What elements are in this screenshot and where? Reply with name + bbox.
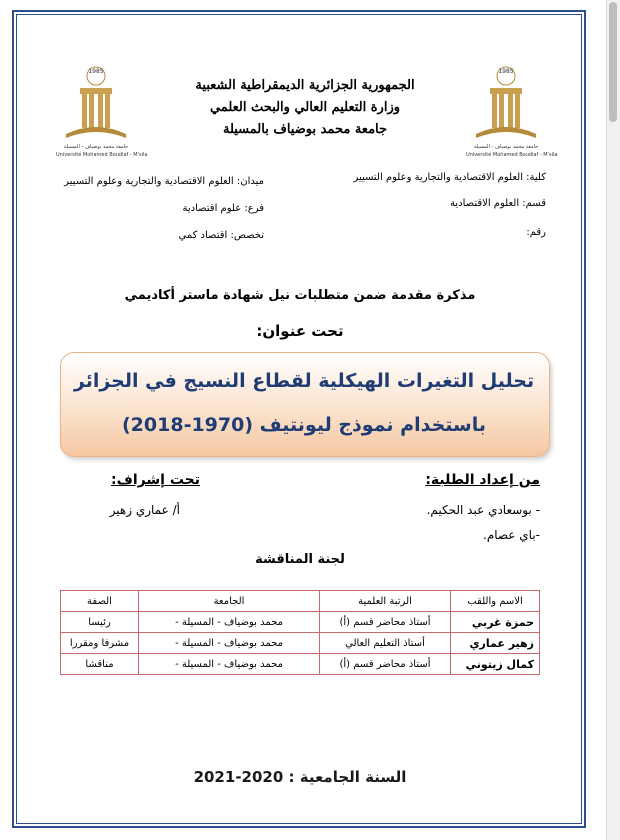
university-heading: جامعة محمد بوضياف بالمسيلة — [222, 122, 388, 137]
column-header-rank: الرتبة العلمية — [320, 591, 451, 612]
committee-table-wrapper — [60, 590, 540, 675]
under-title-label: تحت عنوان: — [256, 322, 344, 340]
column-header-role: الصفة — [61, 591, 139, 612]
table-row — [61, 633, 540, 654]
students-heading: من إعداد الطلبة: — [425, 472, 540, 488]
logo-caption-fr: Université Mohamed Boudiaf - M'sila — [56, 152, 148, 158]
column-header-name: الاسم واللقب — [451, 591, 540, 612]
table-row — [61, 612, 540, 633]
ministry-heading: وزارة التعليم العالي والبحث العلمي — [209, 100, 401, 115]
university-emblem-icon — [56, 64, 136, 144]
member-name: كمال زيتوني — [451, 654, 540, 675]
branch-label: فرع: علوم اقتصادية — [182, 203, 264, 214]
thesis-title-line-1: تحليل التغيرات الهيكلية لقطاع النسيج في الجزائر — [73, 370, 535, 392]
member-rank: أستاذ محاضر قسم (أ) — [320, 654, 451, 675]
member-name: حمزة غربي — [451, 612, 540, 633]
committee-heading: لجنة المناقشة — [255, 552, 345, 567]
member-university: محمد بوضياف - المسيلة - — [139, 633, 320, 654]
university-logo-right — [466, 64, 558, 160]
member-university: محمد بوضياف - المسيلة - — [139, 654, 320, 675]
department-label: قسم: العلوم الاقتصادية — [450, 198, 546, 209]
thesis-title-box — [60, 352, 550, 457]
faculty-label: كلية: العلوم الاقتصادية والتجارية وعلوم التسيير — [353, 172, 546, 183]
logo-year: 1985 — [498, 68, 514, 75]
logo-year: 1985 — [88, 68, 104, 75]
table-header-row — [61, 591, 540, 612]
member-role: رئيسا — [61, 612, 139, 633]
supervisor-name: أ/ عماري زهير — [109, 503, 180, 517]
logo-caption-fr: Université Mohamed Boudiaf - M'sila — [466, 152, 558, 158]
logo-caption-ar: جامعة محمد بوضياف - المسيلة — [473, 144, 539, 150]
specialty-label: تخصص: اقتصاد كمي — [178, 230, 264, 241]
member-university: محمد بوضياف - المسيلة - — [139, 612, 320, 633]
member-name: زهير عماري — [451, 633, 540, 654]
university-emblem-icon — [466, 64, 546, 144]
member-role: مناقشا — [61, 654, 139, 675]
logo-caption-ar: جامعة محمد بوضياف - المسيلة — [63, 144, 129, 150]
member-rank: أستاذ التعليم العالي — [320, 633, 451, 654]
student-item: - بوسعادي عبد الحكيم. — [426, 503, 540, 517]
member-role: مشرفا ومقررا — [61, 633, 139, 654]
table-row — [61, 654, 540, 675]
number-label: رقم: — [526, 227, 546, 238]
scrollbar-thumb[interactable] — [609, 2, 617, 122]
memo-statement: مذكرة مقدمة ضمن متطلبات نيل شهادة ماستر أكاديمي — [124, 288, 476, 303]
student-item: -باي عصام. — [483, 528, 540, 542]
academic-year: السنة الجامعية : 2020-2021 — [193, 768, 407, 786]
university-logo-left — [56, 64, 148, 160]
republic-heading: الجمهورية الجزائرية الديمقراطية الشعبية — [195, 78, 415, 93]
supervisor-heading: تحت إشراف: — [111, 472, 200, 488]
vertical-scrollbar[interactable] — [606, 0, 620, 840]
thesis-title-line-2: باستخدام نموذج ليونتيف (1970-2018) — [121, 414, 486, 436]
member-rank: أستاذ محاضر قسم (أ) — [320, 612, 451, 633]
committee-table — [60, 590, 540, 675]
column-header-university: الجامعة — [139, 591, 320, 612]
field-label: ميدان: العلوم الاقتصادية والتجارية وعلوم التسيير — [64, 176, 264, 187]
